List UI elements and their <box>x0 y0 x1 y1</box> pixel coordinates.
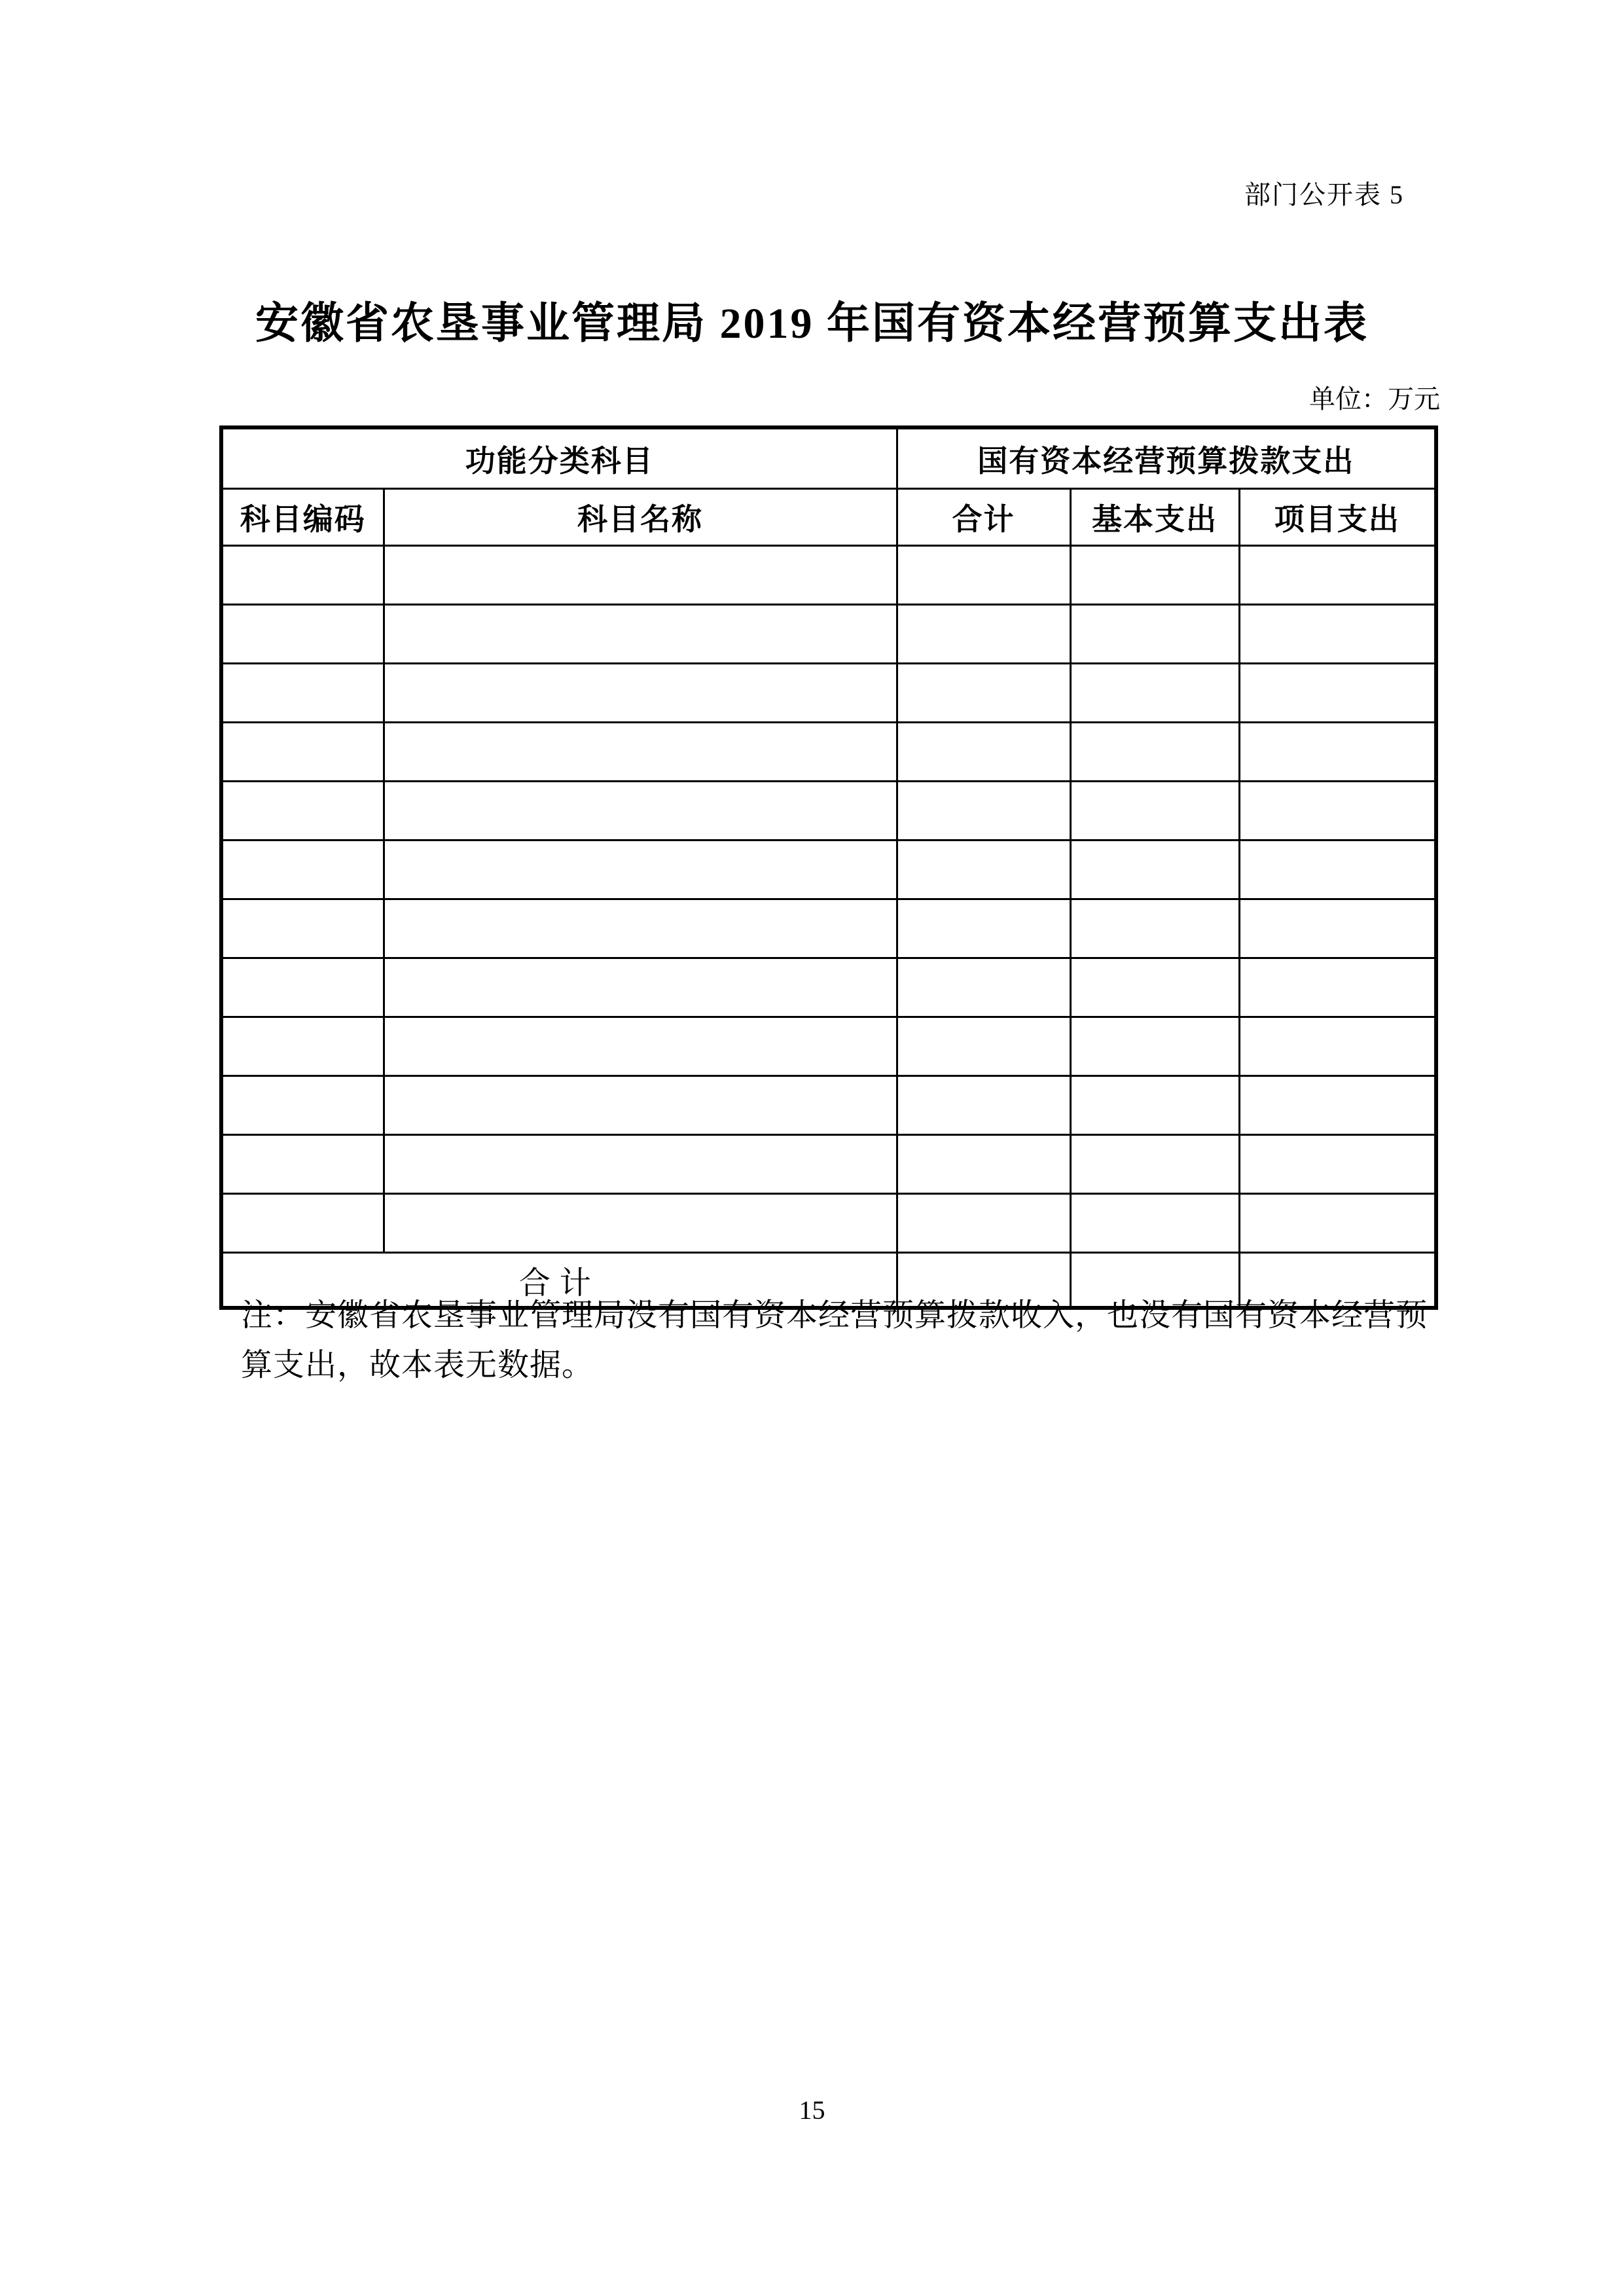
empty-data-row <box>221 782 1436 840</box>
note-line-1: 注：安徽省农垦事业管理局没有国有资本经营预算拨款收入，也没有国有资本经营预 <box>241 1298 1428 1333</box>
group-header-row <box>221 427 1436 489</box>
group-header-state-capital-expenditure: 国有资本经营预算拨款支出 <box>897 427 1436 489</box>
empty-cell <box>221 664 384 723</box>
empty-cell <box>1239 1194 1436 1253</box>
col-header-total: 合计 <box>897 489 1070 546</box>
empty-cell <box>897 1017 1070 1076</box>
empty-cell <box>897 1076 1070 1135</box>
empty-cell <box>1070 723 1239 782</box>
empty-cell <box>1070 664 1239 723</box>
empty-cell <box>897 1194 1070 1253</box>
empty-cell <box>897 899 1070 958</box>
empty-cell <box>221 958 384 1017</box>
total-label-cell: 合计 <box>221 1253 897 1309</box>
empty-cell <box>384 1194 897 1253</box>
group-header-function-classification: 功能分类科目 <box>221 427 897 489</box>
empty-cell <box>221 1017 384 1076</box>
note-line-2: 算支出，故本表无数据。 <box>241 1348 594 1382</box>
empty-cell <box>1239 782 1436 840</box>
empty-cell <box>1070 605 1239 664</box>
empty-cell <box>384 782 897 840</box>
empty-cell <box>897 723 1070 782</box>
empty-cell <box>897 605 1070 664</box>
empty-data-row <box>221 1076 1436 1135</box>
table-body <box>221 546 1436 1253</box>
empty-cell <box>897 546 1070 605</box>
col-header-subject-name: 科目名称 <box>384 489 897 546</box>
empty-cell <box>1070 899 1239 958</box>
doc-label: 部门公开表 5 <box>1244 180 1404 209</box>
empty-cell <box>384 1017 897 1076</box>
empty-cell <box>897 664 1070 723</box>
empty-cell <box>384 840 897 899</box>
empty-cell <box>221 899 384 958</box>
empty-cell <box>1070 1076 1239 1135</box>
empty-cell <box>384 1135 897 1194</box>
empty-cell <box>1070 958 1239 1017</box>
empty-cell <box>384 1076 897 1135</box>
empty-cell <box>221 782 384 840</box>
empty-cell <box>1239 1076 1436 1135</box>
empty-cell <box>1070 782 1239 840</box>
empty-cell <box>1070 840 1239 899</box>
empty-cell <box>221 723 384 782</box>
empty-cell <box>1070 1135 1239 1194</box>
empty-cell <box>897 1135 1070 1194</box>
budget-table <box>219 425 1438 1310</box>
table-note <box>241 1291 1458 1390</box>
empty-cell <box>1239 840 1436 899</box>
empty-data-row <box>221 664 1436 723</box>
empty-data-row <box>221 1135 1436 1194</box>
empty-cell <box>1070 1017 1239 1076</box>
empty-cell <box>897 840 1070 899</box>
empty-cell <box>897 782 1070 840</box>
empty-cell <box>1239 958 1436 1017</box>
col-header-basic-expenditure: 基本支出 <box>1070 489 1239 546</box>
empty-data-row <box>221 958 1436 1017</box>
empty-cell <box>384 723 897 782</box>
col-header-subject-code: 科目编码 <box>221 489 384 546</box>
empty-cell <box>221 1076 384 1135</box>
empty-data-row <box>221 899 1436 958</box>
empty-cell <box>1239 899 1436 958</box>
empty-cell <box>221 840 384 899</box>
empty-cell <box>1239 664 1436 723</box>
empty-cell <box>1239 546 1436 605</box>
empty-data-row <box>221 1194 1436 1253</box>
empty-cell <box>221 546 384 605</box>
empty-cell <box>1070 1194 1239 1253</box>
empty-data-row <box>221 546 1436 605</box>
empty-cell <box>1239 1017 1436 1076</box>
empty-cell <box>384 605 897 664</box>
empty-cell <box>221 1135 384 1194</box>
empty-cell <box>384 899 897 958</box>
empty-cell <box>384 546 897 605</box>
empty-data-row <box>221 605 1436 664</box>
empty-data-row <box>221 1017 1436 1076</box>
col-header-project-expenditure: 项目支出 <box>1239 489 1436 546</box>
empty-cell <box>221 1194 384 1253</box>
page-title: 安徽省农垦事业管理局 2019 年国有资本经营预算支出表 <box>255 300 1369 348</box>
empty-cell <box>1239 1135 1436 1194</box>
empty-cell <box>1239 723 1436 782</box>
empty-cell <box>384 958 897 1017</box>
page-number: 15 <box>799 2095 825 2125</box>
empty-cell <box>897 958 1070 1017</box>
column-header-row <box>221 489 1436 546</box>
unit-label: 单位：万元 <box>1309 384 1440 414</box>
empty-cell <box>384 664 897 723</box>
empty-cell <box>221 605 384 664</box>
empty-data-row <box>221 723 1436 782</box>
empty-cell <box>1070 546 1239 605</box>
empty-cell <box>1239 605 1436 664</box>
empty-data-row <box>221 840 1436 899</box>
